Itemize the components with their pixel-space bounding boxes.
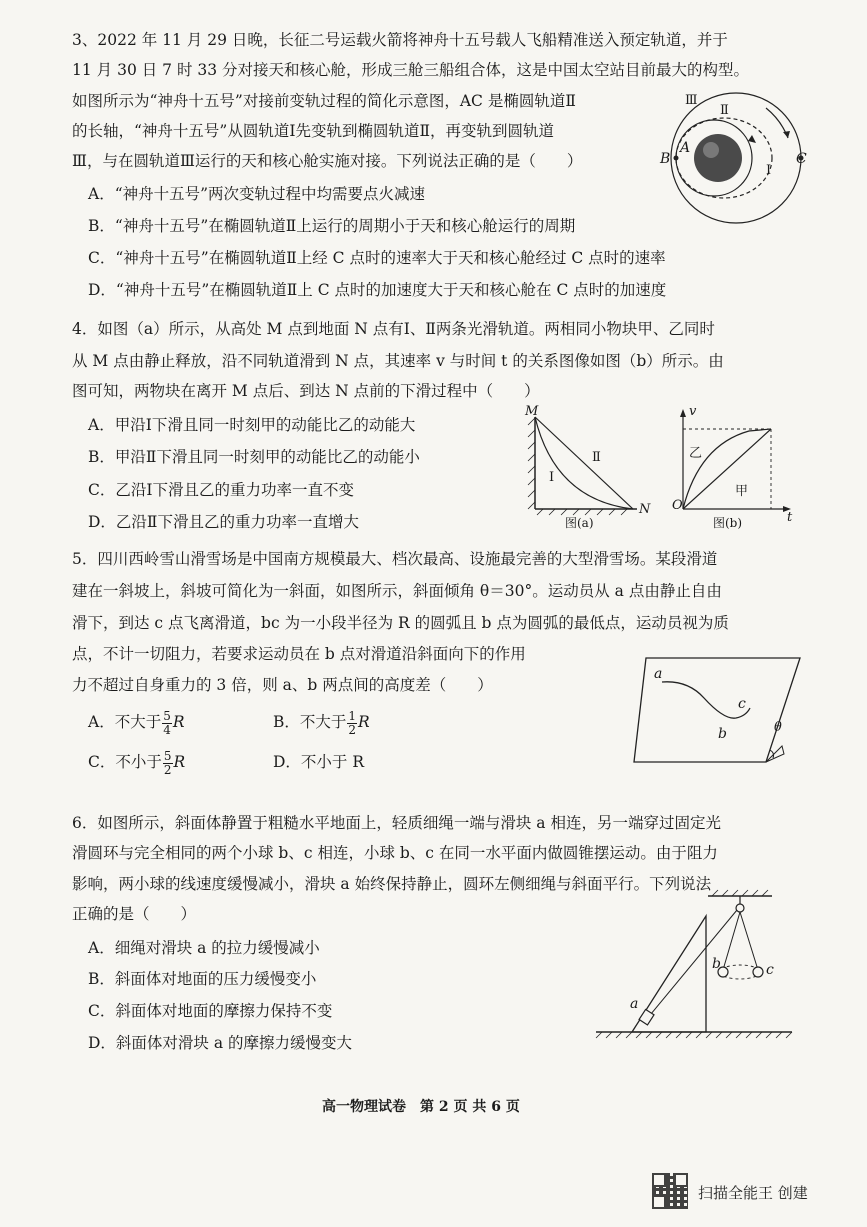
q4-figure-a xyxy=(525,405,665,530)
q6-stem-line-4: 正确的是（ ） xyxy=(72,905,197,923)
q4-stem-line-3: 图可知，两物块在离开 M 点后、到达 N 点前的下滑过程中（ ） xyxy=(72,382,540,400)
q5-option-b-unit: R xyxy=(358,713,370,731)
q6-stem-line-2: 滑圆环与完全相同的两个小球 b、c 相连，小球 b、c 在同一水平面内做圆锥摆运动。由于阻力 xyxy=(72,844,718,862)
label-v: v xyxy=(689,404,697,419)
ring xyxy=(736,904,744,912)
label-b: b xyxy=(712,956,721,972)
label-track-ii: Ⅱ xyxy=(592,450,601,465)
label-a: a xyxy=(654,666,663,682)
label-yi: 乙 xyxy=(689,446,703,461)
label-a: a xyxy=(630,996,639,1012)
q5-option-a-denominator: 4 xyxy=(163,722,171,737)
label-m: M xyxy=(525,404,539,419)
q5-option-b-label: B．不大于 xyxy=(273,713,347,731)
q6-option-c: C．斜面体对地面的摩擦力保持不变 xyxy=(88,1002,333,1020)
q5-stem-line-2: 建在一斜坡上，斜坡可简化为一斜面，如图所示，斜面倾角 θ＝30°。运动员从 a 点由静止自由 xyxy=(72,582,722,600)
label-b: B xyxy=(660,151,671,167)
q3-option-a: A．“神舟十五号”两次变轨过程中均需要点火减速 xyxy=(88,185,426,203)
q3-stem-line-3: 如图所示为“神舟十五号”对接前变轨过程的简化示意图，AC 是椭圆轨道Ⅱ xyxy=(72,92,576,110)
q5-option-c-unit: R xyxy=(173,753,186,771)
q5-stem-line-3: 滑下，到达 c 点飞离滑道，bc 为一小段半径为 R 的圆弧且 b 点为圆弧的最低点，运动员视为质 xyxy=(72,614,729,632)
q5-option-b-denominator: 2 xyxy=(348,722,357,737)
label-n: N xyxy=(639,502,651,517)
q4-stem-line-1: 4．如图（a）所示，从高处 M 点到地面 N 点有Ⅰ、Ⅱ两条光滑轨道。两相同小物块甲、乙同时 xyxy=(72,320,715,338)
q5-option-c-numerator: 5 xyxy=(163,748,172,763)
q3-stem-line-5: Ⅲ，与在圆轨道Ⅲ运行的天和核心舱实施对接。下列说法正确的是（ ） xyxy=(72,152,583,170)
q3-option-b: B．“神舟十五号”在椭圆轨道Ⅱ上运行的周期小于天和核心舱运行的周期 xyxy=(88,217,576,235)
fig-a-caption: 图(a) xyxy=(565,516,594,530)
label-c: c xyxy=(766,962,774,978)
q3-stem-line-4: 的长轴，“神舟十五号”从圆轨道Ⅰ先变轨到椭圆轨道Ⅱ，再变轨到圆轨道 xyxy=(72,122,555,140)
q6-stem-line-3: 影响，两小球的线速度缓慢减小，滑块 a 始终保持静止，圆环左侧细绳与斜面平行。下列说法 xyxy=(72,875,712,893)
label-c: C xyxy=(796,151,807,167)
fig-b-caption: 图(b) xyxy=(713,516,743,530)
track-ii xyxy=(535,417,633,509)
q6-option-a: A．细绳对滑块 a 的拉力缓慢减小 xyxy=(88,939,320,957)
q5-stem-line-4: 点，不计一切阻力，若要求运动员在 b 点对滑道沿斜面向下的作用 xyxy=(72,645,526,663)
q6-option-d: D．斜面体对滑块 a 的摩擦力缓慢变大 xyxy=(88,1034,353,1052)
q4-stem-line-2: 从 M 点由静止释放，沿不同轨道滑到 N 点，其速率 v 与时间 t 的关系图像如图（b）所示。由 xyxy=(72,352,724,370)
q5-option-a-fraction xyxy=(162,710,172,737)
q5-option-d: D．不小于 R xyxy=(273,753,365,771)
q5-option-a xyxy=(88,707,185,737)
label-t: t xyxy=(787,510,793,525)
q5-option-c xyxy=(88,747,185,777)
block-a xyxy=(639,1009,654,1025)
label-b: b xyxy=(718,726,727,742)
label-o: O xyxy=(672,498,683,513)
label-c: c xyxy=(738,696,746,712)
q5-option-c-label: C．不小于 xyxy=(88,753,162,771)
q4-option-d: D．乙沿Ⅱ下滑且乙的重力功率一直增大 xyxy=(88,513,359,531)
q5-stem-line-1: 5．四川西岭雪山滑雪场是中国南方规模最大、档次最高、设施最完善的大型滑雪场。某段滑道 xyxy=(72,550,718,568)
q5-stem-line-5: 力不超过自身重力的 3 倍，则 a、b 两点间的高度差（ ） xyxy=(72,676,493,694)
earth xyxy=(694,134,742,182)
label-track-i: Ⅰ xyxy=(549,470,555,485)
q5-option-c-denominator: 2 xyxy=(163,762,172,777)
q5-slope-figure xyxy=(632,650,812,770)
q5-option-a-numerator: 5 xyxy=(163,708,171,723)
q5-option-b-fraction xyxy=(347,710,357,737)
q3-stem-line-1: 3、2022 年 11 月 29 日晚，长征二号运载火箭将神舟十五号载人飞船精准送入预定轨道，并于 xyxy=(72,31,728,49)
q5-option-b xyxy=(273,707,370,737)
q3-stem-line-2: 11 月 30 日 7 时 33 分对接天和核心舱，形成三舱三船组合体，这是中国太空站目前最大的构型。 xyxy=(72,61,750,79)
q3-option-d: D．“神舟十五号”在椭圆轨道Ⅱ上 C 点时的加速度大于天和核心舱在 C 点时的加速度 xyxy=(88,281,667,299)
q4-figure-b xyxy=(669,405,799,530)
label-ii: Ⅱ xyxy=(720,103,729,118)
q3-orbit-figure xyxy=(656,90,816,230)
q5-option-a-unit: R xyxy=(172,713,185,731)
label-a: A xyxy=(680,140,691,156)
q5-option-c-fraction xyxy=(163,750,173,777)
ball-c xyxy=(753,967,763,977)
q5-option-b-numerator: 1 xyxy=(348,708,357,723)
q4-option-b: B．甲沿Ⅱ下滑且同一时刻甲的动能比乙的动能小 xyxy=(88,448,420,466)
q6-incline-figure xyxy=(596,888,796,1048)
q5-option-a-label: A．不大于 xyxy=(88,713,162,731)
label-i: Ⅰ xyxy=(766,163,772,178)
q3-option-c: C．“神舟十五号”在椭圆轨道Ⅱ上经 C 点时的速率大于天和核心舱经过 C 点时的速率 xyxy=(88,249,666,267)
q4-option-c: C．乙沿Ⅰ下滑且乙的重力功率一直不变 xyxy=(88,481,354,499)
page-footer: 高一物理试卷 第 2 页 共 6 页 xyxy=(322,1099,520,1115)
label-jia: 甲 xyxy=(735,484,749,499)
label-iii: Ⅲ xyxy=(685,93,698,108)
qr-code-icon xyxy=(652,1173,688,1209)
label-theta: θ xyxy=(774,720,782,735)
ski-track xyxy=(662,682,750,718)
q6-stem-line-1: 6．如图所示，斜面体静置于粗糙水平地面上，轻质细绳一端与滑块 a 相连，另一端穿过固定光 xyxy=(72,814,721,832)
q4-option-a: A．甲沿Ⅰ下滑且同一时刻甲的动能比乙的动能大 xyxy=(88,416,416,434)
scanner-watermark: 扫描全能王 创建 xyxy=(698,1184,808,1202)
q6-option-b: B．斜面体对地面的压力缓慢变小 xyxy=(88,970,317,988)
